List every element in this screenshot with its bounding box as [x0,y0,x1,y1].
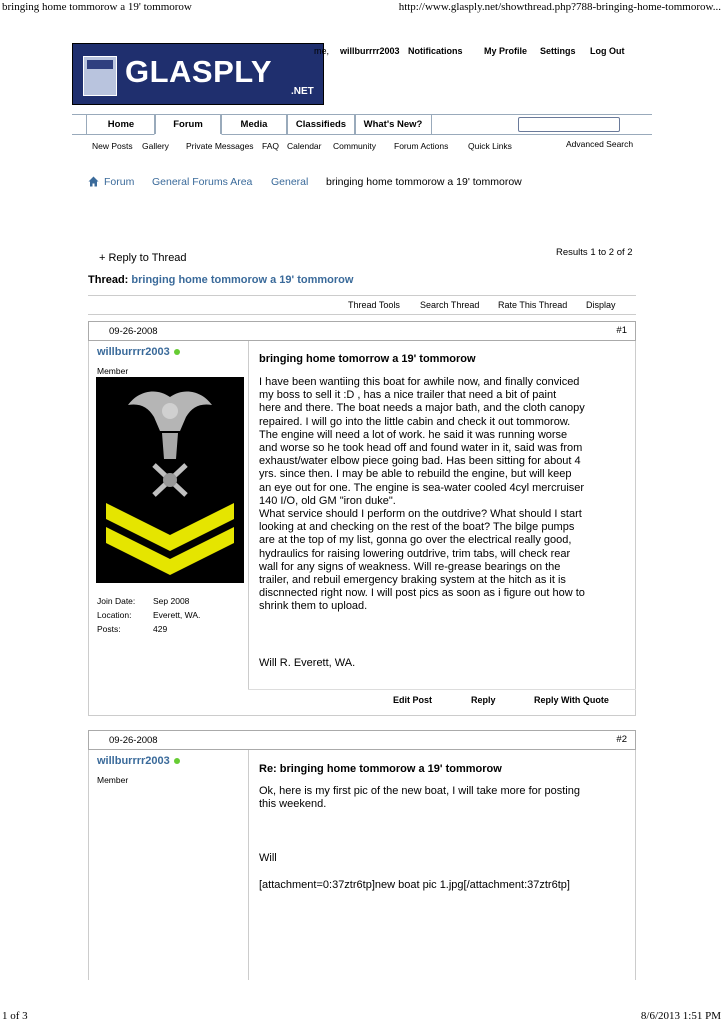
subnav-calendar[interactable]: Calendar [287,141,322,151]
post-border-left [88,341,89,716]
user-role: Member [97,775,129,785]
subnav-private-messages[interactable]: Private Messages [186,141,254,151]
reply-to-thread-button[interactable]: + Reply to Thread [99,252,187,264]
tab-whats-new[interactable]: What's New? [354,115,432,134]
tab-home[interactable]: Home [86,115,156,134]
print-header-title: bringing home tommorow a 19' tommorow [2,1,192,13]
search-thread-menu[interactable]: Search Thread [420,300,480,310]
tab-forum[interactable]: Forum [154,115,222,135]
subnav-gallery[interactable]: Gallery [142,141,169,151]
post-author-name[interactable]: willburrrr2003 [97,346,170,358]
logout-link[interactable]: Log Out [590,46,625,56]
post-border-bottom [88,715,636,716]
online-status-icon [174,349,180,355]
subnav-forum-actions[interactable]: Forum Actions [394,141,449,151]
subnav-faq[interactable]: FAQ [262,141,280,151]
main-nav-tabs [72,114,652,135]
subnav-advanced-search[interactable]: Advanced Search [566,139,634,149]
post-footer-divider [248,689,636,690]
edit-post-button[interactable]: Edit Post [393,695,433,705]
print-footer-date: 8/6/2013 1:51 PM [640,1010,721,1022]
posts-label: Posts: [97,624,121,634]
avatar [96,377,244,583]
post-date: 09-26-2008 [109,735,158,746]
post-header [88,321,636,341]
post-divider [248,341,249,689]
logo-text: GLASPLY [125,54,273,89]
post-divider [248,750,249,980]
post-border-right [635,750,636,980]
post-border-right [635,341,636,716]
subnav-community[interactable]: Community [333,141,376,151]
notifications-link[interactable]: Notifications [408,46,463,56]
post-author[interactable] [97,346,180,358]
logo-emblem-icon [83,56,117,96]
join-date-label: Join Date: [97,596,136,606]
print-header-url: http://www.glasply.net/showthread.php?788-bringing-home-tommorow... [398,1,721,13]
join-date-value: Sep 2008 [153,596,190,606]
posts-value: 429 [153,624,168,634]
subnav-quick-links[interactable]: Quick Links [468,141,512,151]
search-input[interactable] [518,117,620,132]
thread-prefix: Thread: [88,274,129,286]
rate-thread-menu[interactable]: Rate This Thread [498,300,568,310]
post-border-left [88,750,89,980]
welcome-text: me, [314,46,330,56]
post-signature: Will R. Everett, WA. [259,657,356,669]
my-profile-link[interactable]: My Profile [484,46,528,56]
subnav-new-posts[interactable]: New Posts [92,141,133,151]
post-date: 09-26-2008 [109,326,158,337]
post-number[interactable]: #2 [616,734,627,745]
location-label: Location: [97,610,132,620]
location-value: Everett, WA. [153,610,201,620]
post-body: Ok, here is my first pic of the new boat, I will take more for posting this weekend. [259,785,580,811]
logo-suffix: .NET [291,86,314,97]
post-author-name[interactable]: willburrrr2003 [97,755,170,767]
petty-officer-insignia-icon [96,377,244,583]
tab-classifieds[interactable]: Classifieds [286,115,356,134]
home-icon[interactable] [88,176,99,190]
post-title: bringing home tomorrow a 19' tommorow [259,353,476,365]
thread-heading [88,274,353,286]
reply-with-quote-button[interactable]: Reply With Quote [534,695,609,705]
user-role: Member [97,366,129,376]
print-footer-page: 1 of 3 [2,1010,28,1022]
thread-toolbar [88,295,636,315]
thread-tools-menu[interactable]: Thread Tools [348,300,400,310]
tab-media[interactable]: Media [220,115,288,134]
username-link[interactable]: willburrrr2003 [340,46,400,56]
site-logo[interactable] [72,43,324,105]
display-menu[interactable]: Display [586,300,616,310]
breadcrumb-general[interactable]: General [271,176,309,188]
breadcrumb-general-forums-area[interactable]: General Forums Area [152,176,253,188]
breadcrumb-forum[interactable]: Forum [104,176,135,188]
post-attachment: [attachment=0:37ztr6tp]new boat pic 1.jpg[/attachment:37ztr6tp] [259,879,570,891]
post-signature: Will [259,852,277,864]
results-count: Results 1 to 2 of 2 [556,247,633,258]
thread-title-link[interactable]: bringing home tommorow a 19' tommorow [131,274,354,286]
online-status-icon [174,758,180,764]
post-number[interactable]: #1 [616,325,627,336]
post-title: Re: bringing home tommorow a 19' tommorow [259,763,502,775]
post-header [88,730,636,750]
post-author[interactable] [97,755,180,767]
breadcrumb-current: bringing home tommorow a 19' tommorow [326,176,522,188]
reply-button[interactable]: Reply [471,695,496,705]
settings-link[interactable]: Settings [540,46,576,56]
post-body: I have been wantiing this boat for awhile now, and finally conviced my boss to sell it :D , has a nice trailer that need a bit of paint here and there. The boat needs a major bath, and the cloth canopy repaired. I will go into the little cabin and check it out tommorow. The engine will need a lot of work. he said it was running worse and worse so he took head off and found water in it, said was from exhaust/water elbow piece going bad. Has been sitting for about 4 yrs. since then. I may be able to rebuild the engine, but will keep an eye out for one. The engine is sea-water cooled 4cyl mercruiser 140 I/O, old GM "iron duke". What service should I perform on the outdrive? What should I start looking at and checking on the rest of the boat? The bilge pumps are at the top of my list, gonna go over the electrical really good, hydraulics for raising lowering outdrive, trim tabs, will check rear wall for any signs of weakness. Will re-grease bearings on the trailer, and rebuil emergency braking system at the hitch as it is discnnected right now. I will post pics as soon as i figure out how to shrink them to upload. [259,376,585,613]
